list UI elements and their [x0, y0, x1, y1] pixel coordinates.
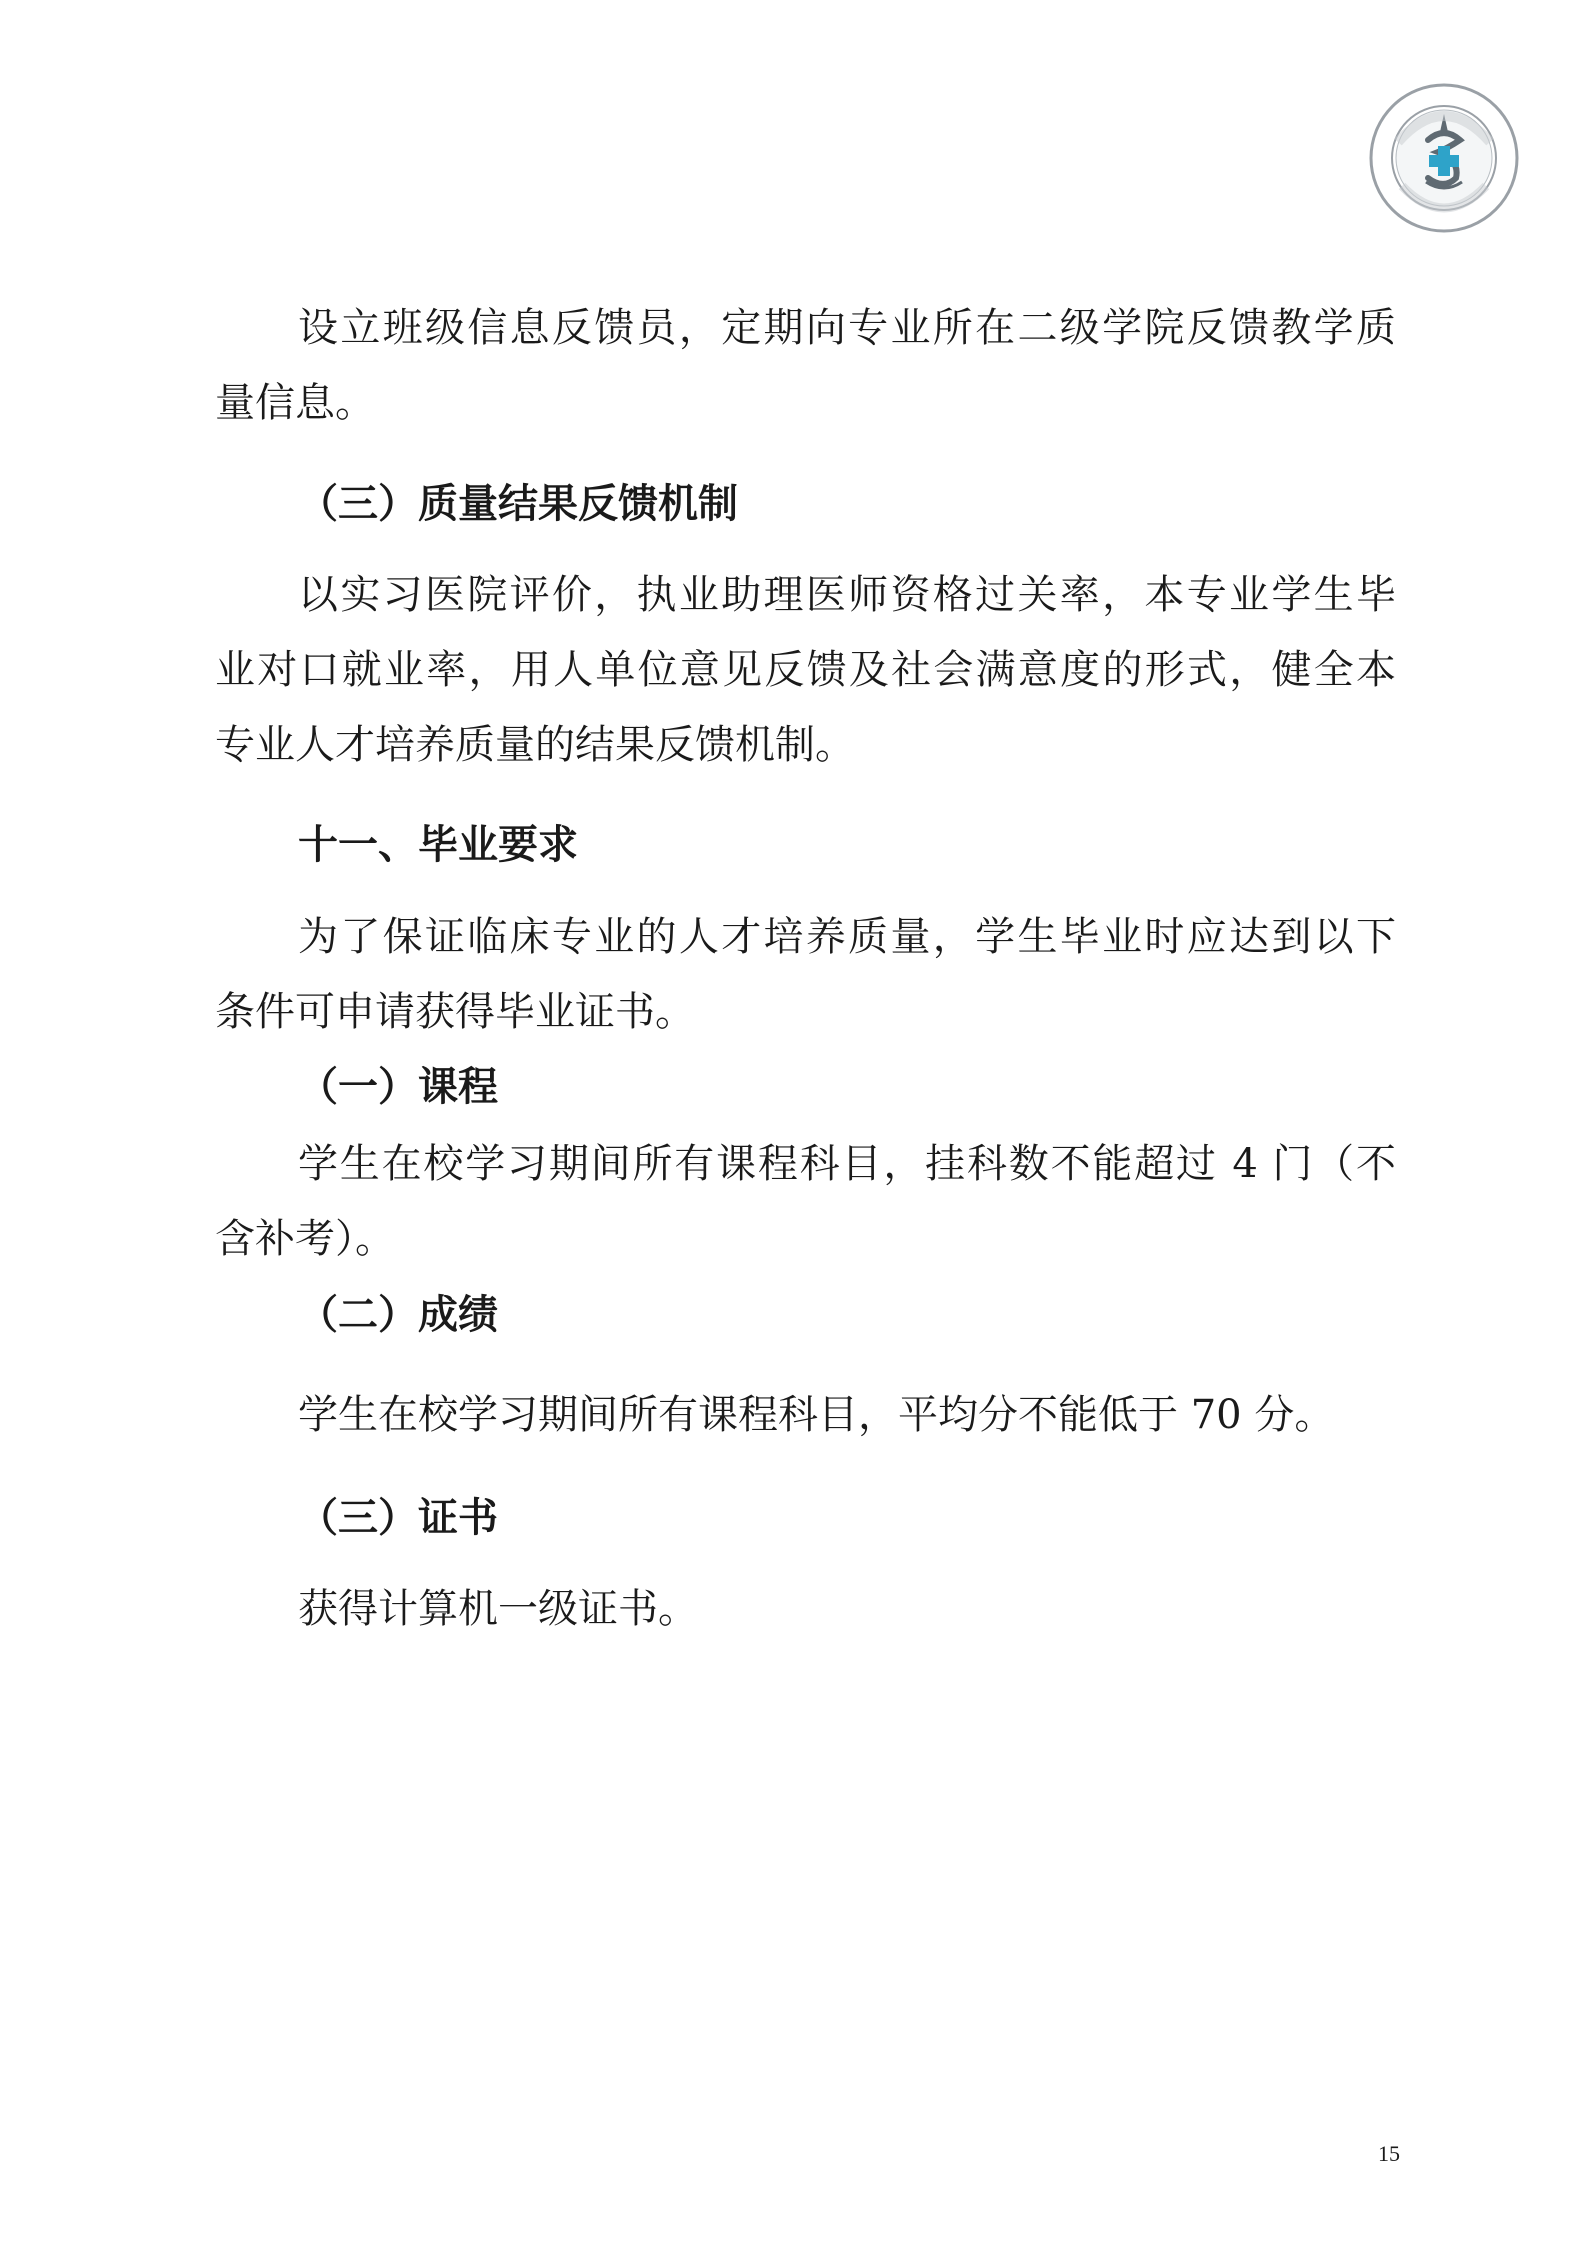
section-subheading: （三）证书 — [298, 1495, 498, 1541]
paragraph-text-line: 学生在校学习期间所有课程科目，平均分不能低于 70 分。 — [298, 1392, 1335, 1438]
paragraph-text-line: 条件可申请获得毕业证书。 — [215, 989, 695, 1035]
section-subheading: （二）成绩 — [298, 1292, 498, 1338]
paragraph-text-line: 为了保证临床专业的人才培养质量，学生毕业时应达到以下 — [298, 914, 1396, 960]
paragraph-text-line: 以实习医院评价，执业助理医师资格过关率，本专业学生毕 — [298, 572, 1396, 618]
paragraph-text-line: 学生在校学习期间所有课程科目，挂科数不能超过 4 门（不 — [298, 1141, 1396, 1187]
paragraph-text-line: 专业人才培养质量的结果反馈机制。 — [215, 722, 855, 768]
section-heading: 十一、毕业要求 — [298, 822, 578, 868]
page-number: 15 — [1378, 2141, 1400, 2166]
paragraph-text-line: 设立班级信息反馈员，定期向专业所在二级学院反馈教学质 — [298, 305, 1396, 351]
paragraph-text-line: 量信息。 — [215, 380, 375, 426]
paragraph-text-line: 含补考）。 — [215, 1216, 395, 1262]
paragraph-text-line: 获得计算机一级证书。 — [298, 1586, 698, 1632]
school-seal-logo — [1368, 82, 1520, 234]
section-subheading: （一）课程 — [298, 1064, 498, 1110]
section-subheading: （三）质量结果反馈机制 — [298, 481, 738, 527]
paragraph-text-line: 业对口就业率，用人单位意见反馈及社会满意度的形式，健全本 — [215, 647, 1396, 693]
